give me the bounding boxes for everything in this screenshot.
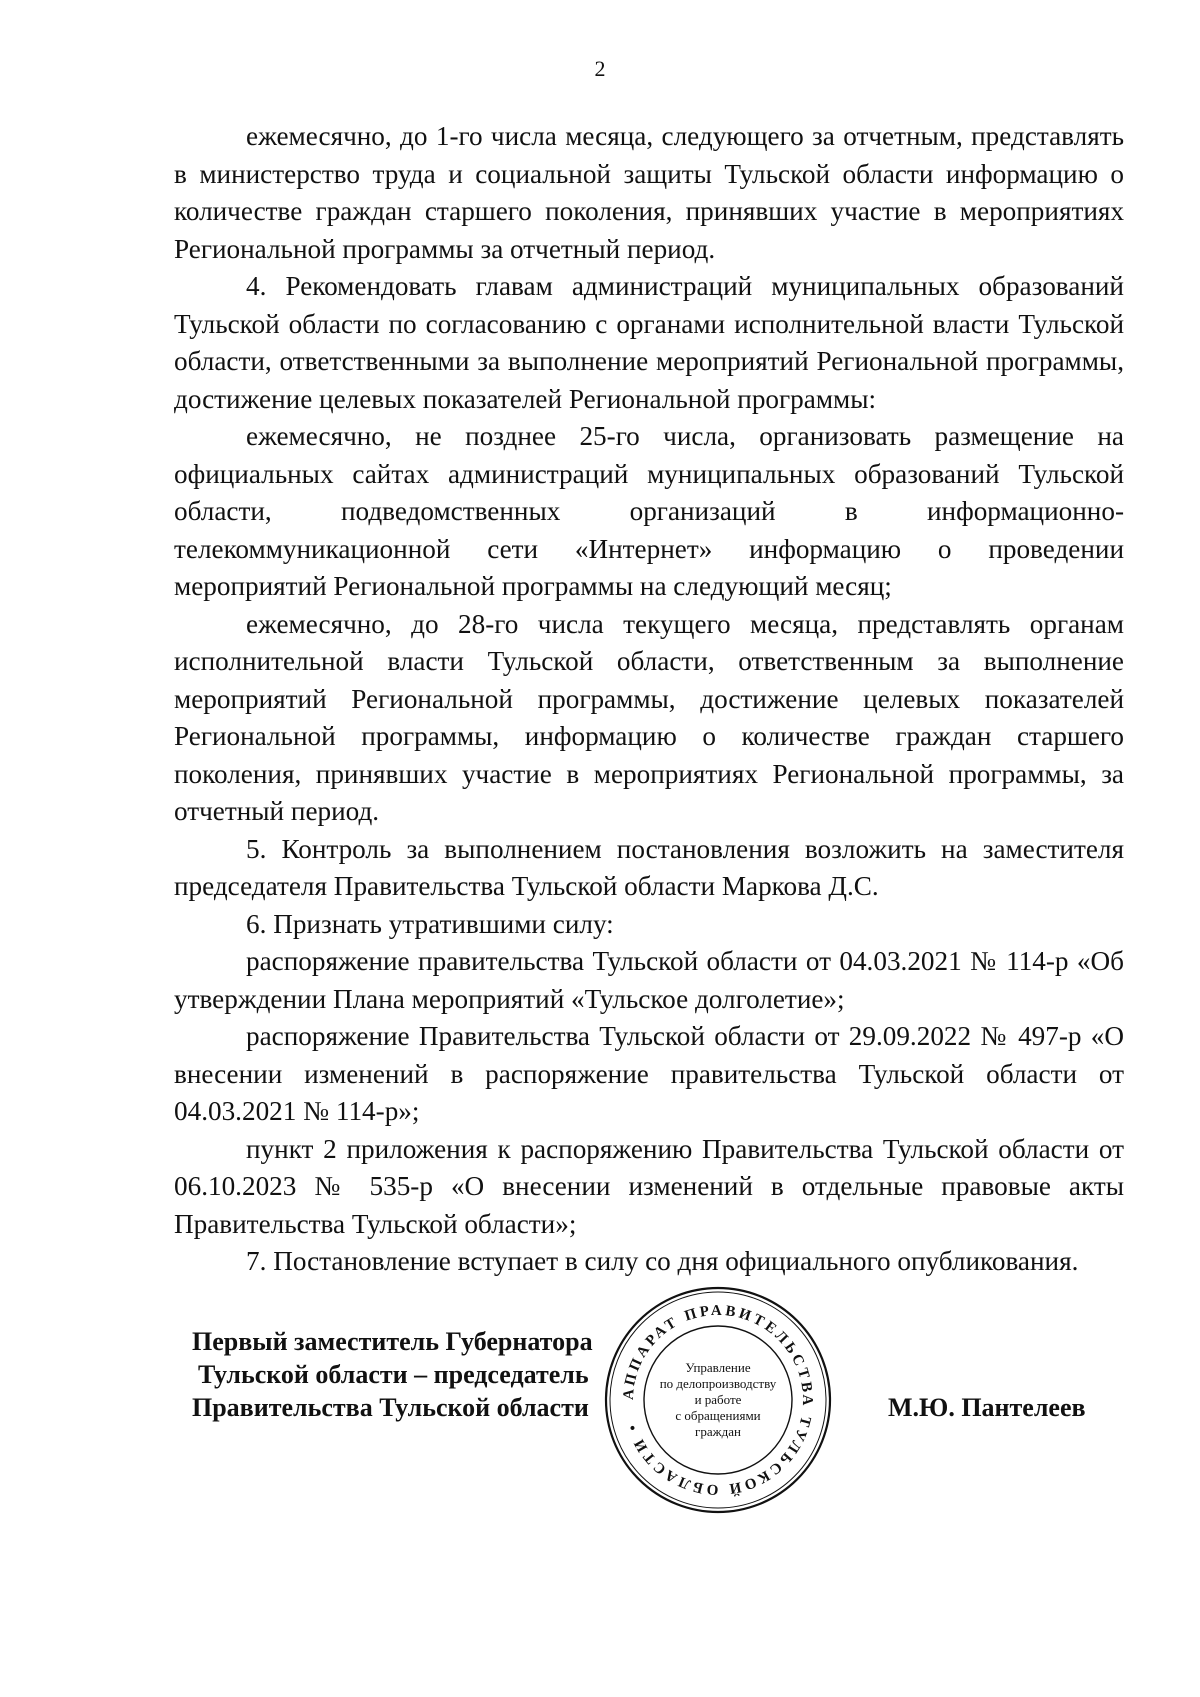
stamp-line: Управление <box>685 1360 751 1375</box>
position-line: Правительства Тульской области <box>192 1393 589 1422</box>
stamp-line: с обращениями <box>675 1408 761 1423</box>
paragraph-item-4: 4. Рекомендовать главам администраций муниципальных образований Тульской области по согласованию с органами исполнительной власти Тульской области, ответственными за выполнение мероприятий Региональной программы, достижение целевых показателей Региональной программы: <box>174 271 1124 414</box>
paragraph-monthly-submission: ежемесячно, до 28-го числа текущего месяца, представлять органам исполнительной власти Тульской области, ответственным за выполнение мероприятий Региональной программы, достижение целевых показателей Региональной программы, информацию о количестве граждан старшего поколения, принявших участие в мероприятиях Региональной программы, за отчетный период. <box>174 608 1124 826</box>
paragraph-monthly-publication: ежемесячно, не позднее 25-го числа, организовать размещение на официальных сайтах администраций муниципальных образований Тульской области, подведомственных организаций в информационно-телекоммуникационной сети «Интернет» информацию о проведении мероприятий Региональной программы на следующий месяц; <box>174 421 1124 601</box>
position-line: Первый заместитель Губернатора <box>192 1327 593 1356</box>
paragraph-repeal-3: пункт 2 приложения к распоряжению Правительства Тульской области от 06.10.2023 № 535-р «О внесении изменений в отдельные правовые акты Правительства Тульской области»; <box>174 1133 1124 1239</box>
position-line: Тульской области – председатель <box>198 1360 589 1389</box>
signatory-position <box>192 1325 593 1424</box>
signatory-name: М.Ю. Пантелеев <box>888 1393 1086 1422</box>
paragraph-repeal-2: распоряжение Правительства Тульской области от 29.09.2022 № 497-р «О внесении изменений в распоряжение правительства Тульской области от 04.03.2021 № 114-р»; <box>174 1021 1124 1126</box>
stamp-line: граждан <box>695 1424 741 1439</box>
paragraph-item-5: 5. Контроль за выполнением постановления возложить на заместителя председателя Правительства Тульской области Маркова Д.С. <box>174 833 1124 901</box>
document-body <box>174 118 1124 1281</box>
stamp-ring-text: АППАРАТ ПРАВИТЕЛЬСТВА ТУЛЬСКОЙ ОБЛАСТИ • <box>620 1302 816 1498</box>
page-number: 2 <box>594 56 606 81</box>
paragraph-monthly-report: ежемесячно, до 1-го числа месяца, следующего за отчетным, представлять в министерство труда и социальной защиты Тульской области информацию о количестве граждан старшего поколения, принявших участие в мероприятиях Региональной программы за отчетный период. <box>174 121 1124 264</box>
stamp-line: и работе <box>694 1392 742 1407</box>
official-stamp <box>598 1280 838 1520</box>
paragraph-item-7: 7. Постановление вступает в силу со дня официального опубликования. <box>246 1246 1079 1276</box>
stamp-center-text <box>598 1280 838 1520</box>
paragraph-item-6: 6. Признать утратившими силу: <box>246 908 614 939</box>
stamp-line: по делопроизводству <box>659 1376 777 1391</box>
paragraph-repeal-1: распоряжение правительства Тульской области от 04.03.2021 № 114-р «Об утверждении Плана мероприятий «Тульское долголетие»; <box>174 946 1124 1014</box>
